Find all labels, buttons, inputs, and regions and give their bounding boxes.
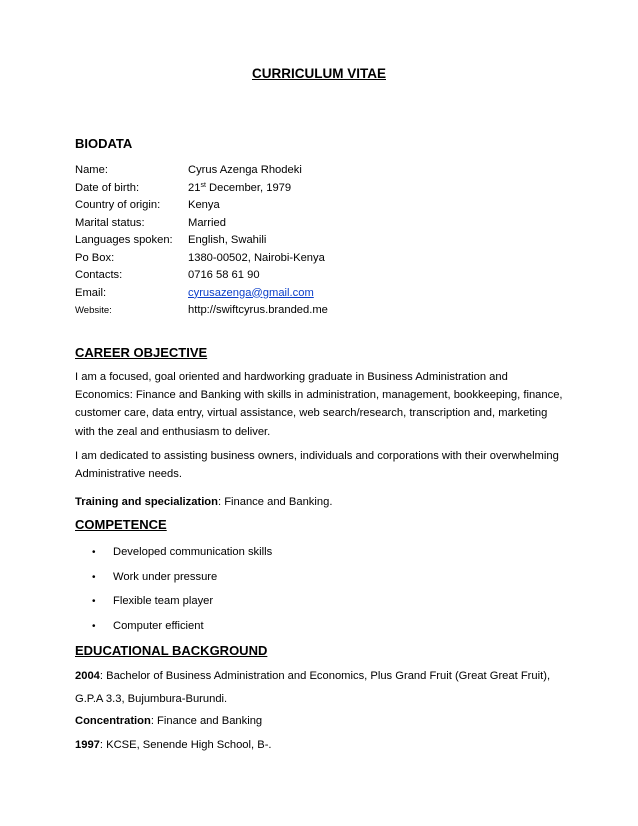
biodata-row-country <box>75 197 555 215</box>
competence-item: Developed communication skills <box>113 546 273 558</box>
concentration-label: Concentration <box>75 715 151 727</box>
biodata-value: Cyrus Azenga Rhodeki <box>188 164 302 176</box>
bullet-icon: • <box>92 620 96 632</box>
competence-item: Flexible team player <box>113 595 214 607</box>
birth-day: 21 <box>188 181 201 194</box>
document-title: CURRICULUM VITAE <box>252 66 386 81</box>
biodata-label: Country of origin: <box>75 199 161 211</box>
training-label: Training and specialization <box>75 496 218 508</box>
education-heading: EDUCATIONAL BACKGROUND <box>75 643 268 658</box>
bullet-icon: • <box>92 571 96 583</box>
bullet-icon: • <box>92 547 96 558</box>
biodata-row-po-box <box>75 250 555 268</box>
education-description: : Bachelor of Business Administration and Economics, Plus Grand Fruit (Great Great Fruit), <box>99 670 551 682</box>
biodata-row-contacts <box>75 267 555 285</box>
biodata-value <box>188 180 291 198</box>
biodata-value: Kenya <box>188 199 220 211</box>
education-year: 1997 <box>75 739 100 751</box>
biodata-value: 0716 58 61 90 <box>188 269 260 281</box>
list-item <box>92 569 272 594</box>
competence-heading: COMPETENCE <box>75 517 167 532</box>
biodata-row-name <box>75 162 555 180</box>
biodata-value: English, Swahili <box>188 234 267 246</box>
biodata-label: Marital status: <box>75 216 145 229</box>
biodata-row-website <box>75 302 555 320</box>
biodata-label: Contacts: <box>75 269 123 281</box>
biodata-value: Married <box>188 216 226 229</box>
list-item <box>92 618 272 643</box>
career-dedication-paragraph: I am dedicated to assisting business owners, individuals and corporations with their overwhelming Administrative needs. <box>75 450 559 480</box>
career-objective-heading: CAREER OBJECTIVE <box>75 345 208 360</box>
list-item <box>92 544 272 569</box>
biodata-value: 1380-00502, Nairobi-Kenya <box>188 251 325 264</box>
list-item <box>92 593 272 618</box>
biodata-label: Date of birth: <box>75 181 140 194</box>
biodata-row-email <box>75 285 555 303</box>
education-year: 2004 <box>75 670 100 682</box>
concentration-value: : Finance and Banking <box>150 715 263 727</box>
birth-day-suffix: st <box>200 181 206 189</box>
training-value: : Finance and Banking. <box>217 496 333 508</box>
education-entry-2004-continued: G.P.A 3.3, Bujumbura-Burundi. <box>75 693 228 705</box>
competence-list <box>92 544 272 642</box>
competence-item: Work under pressure <box>113 570 218 583</box>
biodata-label: Name: <box>75 164 108 176</box>
education-description: : KCSE, Senende High School, B-. <box>99 739 272 751</box>
biodata-label: Email: <box>75 286 107 299</box>
biodata-row-marital-status <box>75 215 555 233</box>
biodata-row-languages <box>75 232 555 250</box>
career-objective-paragraph: I am a focused, goal oriented and hardworking graduate in Business Administration and Economics: Finance and Banking with skills in administration, management, bookkeeping, finance, customer care, data entry, virtual assistance, web search/research, transcription and, marketing with the zeal and enthusiasm to deliver. <box>75 371 563 438</box>
biodata-label: Languages spoken: <box>75 234 173 246</box>
biodata-label: Po Box: <box>75 251 115 264</box>
biodata-label: Website: <box>75 305 112 316</box>
email-link[interactable]: cyrusazenga@gmail.com <box>188 286 314 299</box>
bullet-icon: • <box>92 596 96 607</box>
education-entry-1997 <box>75 737 575 754</box>
concentration-line <box>75 713 575 730</box>
competence-item: Computer efficient <box>113 619 204 632</box>
training-specialization-line <box>75 494 575 511</box>
biodata-value: http://swiftcyrus.branded.me <box>188 304 328 316</box>
education-entry-2004 <box>75 668 575 685</box>
biodata-heading: BIODATA <box>75 136 133 151</box>
biodata-table <box>75 162 555 320</box>
birth-month-year: December, 1979 <box>205 181 292 194</box>
biodata-row-date-of-birth <box>75 180 555 198</box>
